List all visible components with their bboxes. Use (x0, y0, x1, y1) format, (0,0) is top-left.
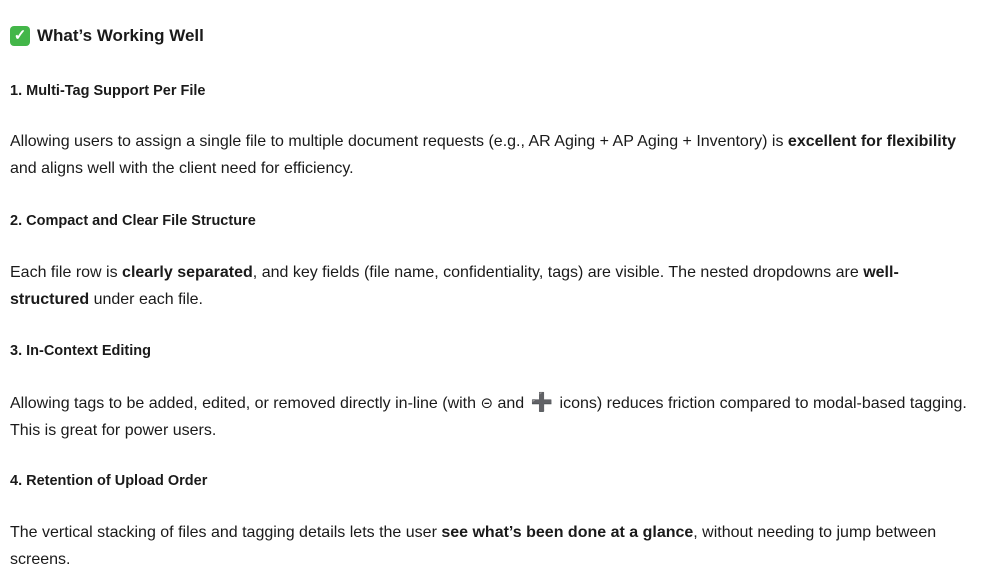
subsection-body-1 (10, 129, 970, 182)
body-text: Allowing tags to be added, edited, or removed directly in-line (with (10, 395, 481, 412)
plus-icon: ➕ (530, 392, 554, 413)
body-text: , and key fields (file name, confidentiality, tags) are visible. The nested dropdowns are (252, 264, 864, 281)
subsection-title-3: 3. In-Context Editing (10, 343, 151, 359)
subsection-body-3 (10, 390, 970, 444)
section-heading-text: What’s Working Well (37, 26, 204, 45)
body-text: and (493, 395, 529, 412)
subsection-body-4 (10, 520, 970, 573)
subsection-title-1: 1. Multi-Tag Support Per File (10, 83, 206, 99)
body-text: Each file row is (10, 264, 123, 281)
body-text: , without needing to jump between screens. (10, 524, 937, 568)
body-bold-text: excellent for flexibility (787, 133, 956, 150)
minus-circle-icon: ⊝ (480, 394, 494, 412)
body-text: icons) reduces friction compared to modal-based tagging. This is great for power users. (10, 395, 967, 439)
check-mark-icon: ✓ (10, 26, 30, 46)
body-text: The vertical stacking of files and tagging details lets the user (10, 524, 442, 541)
subsection-title-2: 2. Compact and Clear File Structure (10, 213, 256, 229)
body-text: under each file. (89, 290, 203, 308)
body-text: Allowing users to assign a single file to multiple document requests (e.g., AR Aging + AP Aging + Inventory) is (10, 133, 788, 150)
subsection-body-2 (10, 260, 970, 313)
body-text: and aligns well with the client need for efficiency. (10, 159, 354, 177)
body-bold-text: clearly separated (122, 264, 253, 281)
body-bold-text: see what’s been done at a glance (441, 524, 694, 541)
section-heading (10, 24, 204, 48)
body-bold-text: well-structured (10, 264, 899, 308)
subsection-title-4: 4. Retention of Upload Order (10, 473, 208, 489)
